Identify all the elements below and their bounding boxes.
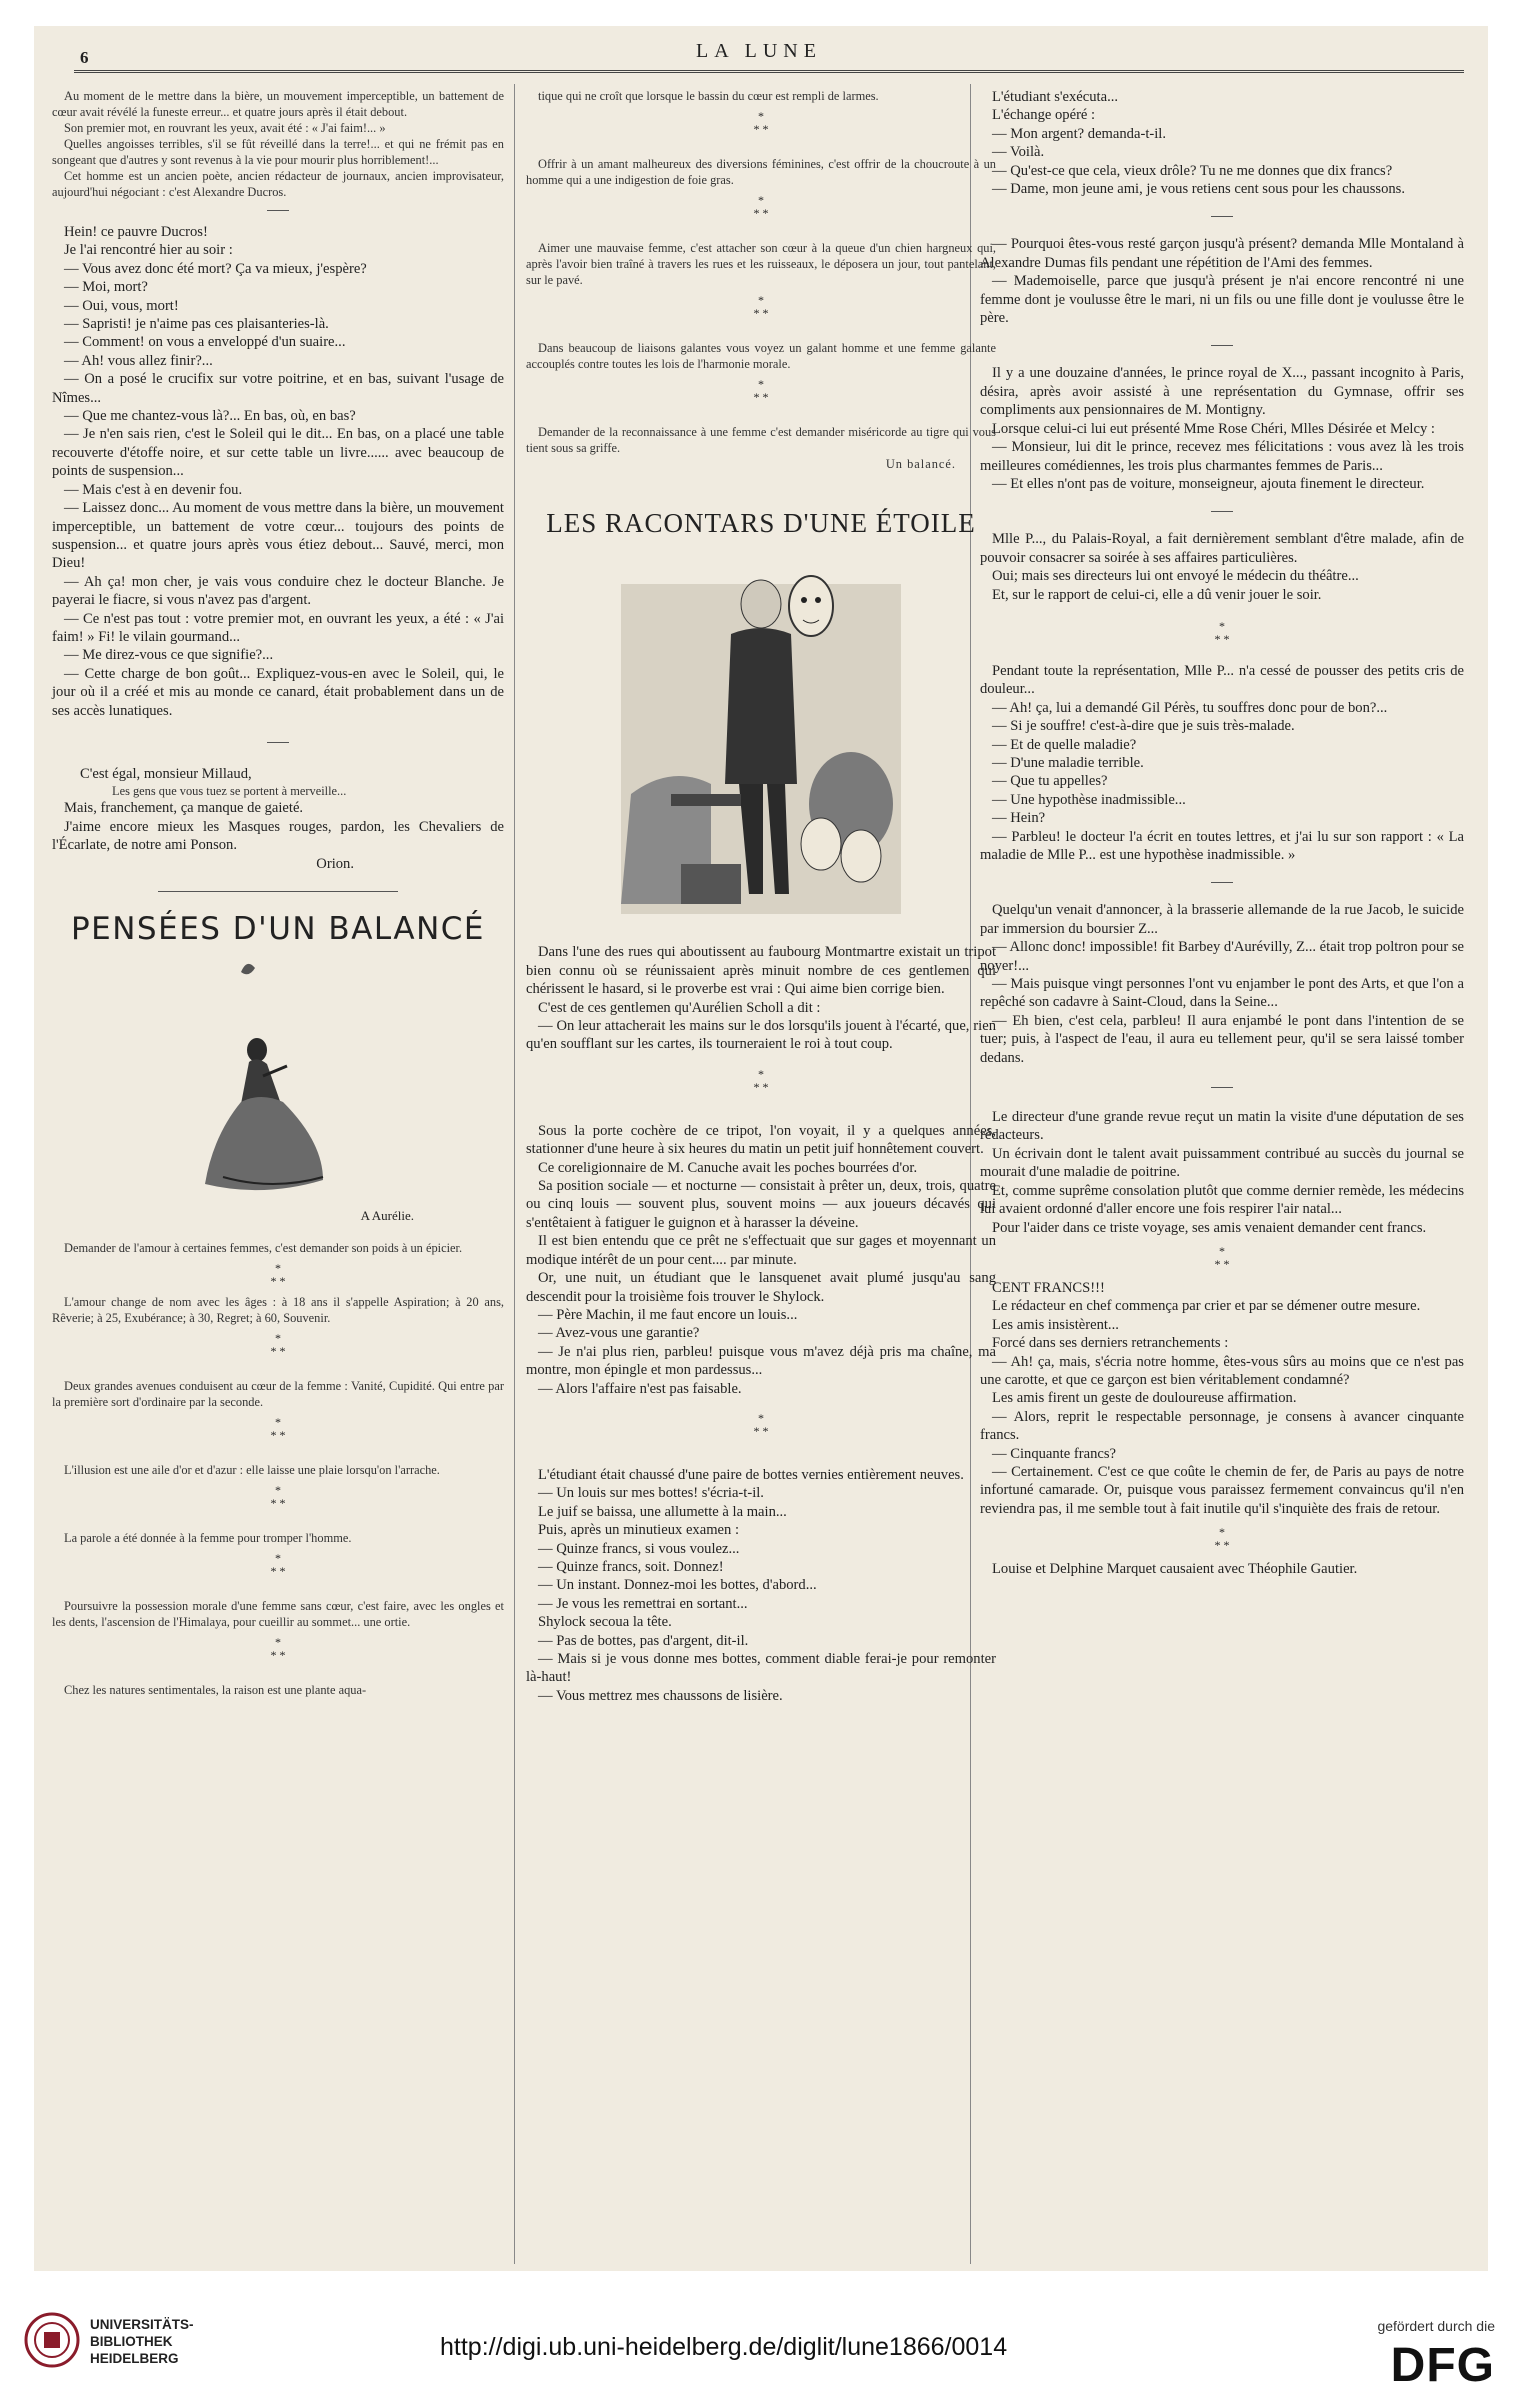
- paragraph: Les gens que vous tuez se portent à merveille...: [112, 784, 347, 799]
- signature: Orion.: [316, 855, 354, 872]
- paragraph: Cet homme est un ancien poète, ancien rédacteur de journaux, ancien improvisateur, aujourd'hui négociant : c'est Alexandre Ducros.: [52, 169, 504, 199]
- paragraph: — Parbleu! le docteur l'a écrit en toutes lettres, et j'ai lu sur son rapport : « La maladie de Mlle P... est une hypothèse inadmissible. »: [980, 828, 1464, 863]
- separator: [1211, 345, 1233, 346]
- paragraph: — D'une maladie terrible.: [992, 754, 1144, 771]
- paragraph: — Pourquoi êtes-vous resté garçon jusqu'à présent? demanda Mlle Montaland à Alexandre Dumas fils pendant une répétition de l'Ami des femmes.: [980, 236, 1464, 271]
- paragraph: Un écrivain dont le talent avait puissamment contribué au succès du journal se mourait d'une maladie de poitrine.: [980, 1145, 1464, 1181]
- thought: Dans beaucoup de liaisons galantes vous voyez un galant homme et une femme galante accouplés contre toutes les lois de l'harmonie morale.: [526, 341, 996, 371]
- asterism: * * *: [1214, 1525, 1230, 1553]
- paragraph: Le rédacteur en chef commença par crier et par se démener outre mesure.: [992, 1298, 1421, 1315]
- thought: Chez les natures sentimentales, la raison est une plante aqua-: [64, 1682, 367, 1697]
- paragraph: — Voilà.: [992, 144, 1045, 161]
- paragraph: — Mon argent? demanda-t-il.: [992, 125, 1166, 142]
- paragraph: — Je n'ai plus rien, parbleu! puisque vous m'avez déjà pris ma chaîne, ma montre, mon épingle et mon pardessus...: [526, 1343, 996, 1379]
- separator: [267, 210, 289, 211]
- dfg-logo: DFG: [1390, 2339, 1495, 2392]
- thought: Demander de l'amour à certaines femmes, c'est demander son poids à un épicier.: [64, 1240, 463, 1255]
- paragraph: Louise et Delphine Marquet causaient avec Théophile Gautier.: [992, 1561, 1358, 1578]
- paragraph: — Un louis sur mes bottes! s'écria-t-il.: [538, 1485, 764, 1502]
- paragraph: — Dame, mon jeune ami, je vous retiens cent sous pour les chaussons.: [992, 181, 1406, 198]
- separator: [1211, 1087, 1233, 1088]
- paragraph: Shylock secoua la tête.: [538, 1614, 672, 1631]
- paragraph: — Comment! on vous a enveloppé d'un suaire...: [64, 334, 346, 351]
- paragraph: — Cette charge de bon goût... Expliquez-vous-en avec le Soleil, qui, le jour où il a créé et mis au monde ce canard, était probablement dans un de ses accès lunatiques.: [52, 665, 504, 719]
- paragraph: Mais, franchement, ça manque de gaieté.: [64, 800, 304, 817]
- paragraph: — Pas de bottes, pas d'argent, dit-il.: [538, 1632, 749, 1649]
- paragraph: — Et elles n'ont pas de voiture, monseigneur, ajouta finement le directeur.: [992, 475, 1425, 492]
- viewer-footer: [0, 2290, 1521, 2399]
- paragraph: C'est égal, monsieur Millaud,: [80, 765, 252, 782]
- asterism: * * *: [1214, 1243, 1230, 1271]
- paragraph: L'échange opéré :: [992, 107, 1096, 124]
- paragraph: Mlle P..., du Palais-Royal, a fait dernièrement semblant d'être malade, afin de pouvoir consacrer sa soirée à ses affaires particulières.: [980, 531, 1464, 566]
- thought: Demander de la reconnaissance à une femme c'est demander miséricorde au tigre qui vous tient sous sa griffe.: [526, 425, 996, 455]
- thought: Poursuivre la possession morale d'une femme sans cœur, c'est faire, avec les ongles et les dents, l'ascension de l'Himalaya, pour cueillir au sommet... une ortie.: [52, 1598, 504, 1629]
- paragraph: — Ah! ça, mais, s'écria notre homme, êtes-vous sûrs au moins que ce n'est pas une carotte, et que ce garçon est bien véritablement condamné?: [980, 1353, 1464, 1388]
- section-rule: [158, 891, 398, 892]
- newspaper-page: [34, 26, 1488, 2271]
- paragraph: — Ce n'est pas tout : votre premier mot, en ouvrant les yeux, a été : « J'ai faim! » Fi! le vilain gourmand...: [52, 610, 504, 645]
- section-title: PENSÉES D'UN BALANCÉ: [70, 911, 486, 947]
- paragraph: — Avez-vous une garantie?: [538, 1325, 700, 1342]
- paragraph: — Alors l'affaire n'est pas faisable.: [538, 1380, 742, 1397]
- paragraph: Et, comme suprême consolation plutôt que comme dernier remède, les médecins lui avaient ordonné d'aller encore une fois respirer l'air natal...: [980, 1182, 1464, 1218]
- asterism: * * *: [753, 293, 769, 320]
- paragraph: Et, sur le rapport de celui-ci, elle a dû venir jouer le soir.: [992, 586, 1322, 603]
- paragraph: Au moment de le mettre dans la bière, un mouvement imperceptible, un battement de cœur avait révélé la funeste erreur... et quatre jours après il était debout.: [52, 89, 504, 119]
- paragraph: Or, une nuit, un étudiant que le lansquenet avait plumé jusqu'au sang descendit pour la troisième fois trouver le Shylock.: [526, 1270, 996, 1305]
- paragraph: Sous la porte cochère de ce tripot, l'on voyait, il y a quelques années, stationner d'une heure à six heures du matin un petit juif honnêtement couvert.: [526, 1122, 996, 1158]
- paragraph: Quelles angoisses terribles, s'il se fût réveillé dans la terre!... et qui ne frémit pas en songeant que d'autres y sont revenus à la vie pour mourir plus horriblement!...: [52, 137, 504, 167]
- paragraph: — Mademoiselle, parce que jusqu'à présent je n'ai encore rencontré ni une femme dont je voulusse être le mari, ni un fils ou une fille dont je voulusse être le père.: [980, 273, 1464, 327]
- paragraph: — Quinze francs, soit. Donnez!: [538, 1558, 724, 1575]
- paragraph: — Sapristi! je n'aime pas ces plaisanteries-là.: [64, 316, 329, 333]
- paragraph: — Je n'en sais rien, c'est le Soleil qui le dit... En bas, on a placé une table recouverte d'étoffe noire, et sur cette table un livre...... avec beaucoup de points de suspension...: [52, 426, 504, 480]
- column-2: [526, 88, 996, 1705]
- actor-with-masks-illustration: [611, 544, 911, 929]
- paragraph: — Et de quelle maladie?: [992, 736, 1137, 753]
- paragraph: Hein! ce pauvre Ducros!: [64, 224, 208, 240]
- paragraph: — Un instant. Donnez-moi les bottes, d'abord...: [538, 1577, 817, 1594]
- asterism: * * *: [270, 1634, 286, 1662]
- paragraph: Le juif se baissa, une allumette à la main...: [538, 1503, 787, 1520]
- thought: Deux grandes avenues conduisent au cœur de la femme : Vanité, Cupidité. Qui entre par la première sort d'ordinaire par la seconde.: [52, 1378, 504, 1409]
- column-1: [52, 88, 504, 1698]
- paragraph: Ce coreligionnaire de M. Canuche avait les poches bourrées d'or.: [538, 1159, 918, 1176]
- paragraph: — Alors, reprit le respectable personnage, je consens à avancer cinquante francs.: [980, 1408, 1464, 1444]
- signature: Un balancé.: [885, 457, 956, 471]
- separator: [1211, 882, 1233, 883]
- paragraph: — Mais c'est à en devenir fou.: [64, 481, 243, 498]
- asterism: * * *: [270, 1550, 286, 1578]
- thought: L'amour change de nom avec les âges : à 18 ans il s'appelle Aspiration; à 20 ans, Rêverie; à 25, Exubérance; à 30, Regret; à 60, Souvenir.: [52, 1294, 504, 1325]
- thought: Aimer une mauvaise femme, c'est attacher son cœur à la queue d'un chien hargneux qui, après l'avoir bien traîné à travers les rues et les ruisseaux, le déposera un jour, tout pantelant, sur le pavé.: [526, 241, 996, 287]
- woman-praying-illustration: [193, 952, 363, 1207]
- university-name: UNIVERSITÄTS- BIBLIOTHEK HEIDELBERG: [90, 2317, 194, 2366]
- section-title: LES RACONTARS D'UNE ÉTOILE: [546, 508, 976, 538]
- paragraph: Les amis insistèrent...: [992, 1316, 1119, 1333]
- paragraph: — Qu'est-ce que cela, vieux drôle? Tu ne me donnes que dix francs?: [992, 162, 1393, 179]
- masthead-rule: [74, 70, 1464, 73]
- paragraph: — Je vous les remettrai en sortant...: [538, 1595, 748, 1612]
- paragraph: — Moi, mort?: [64, 279, 148, 296]
- asterism: * * *: [1214, 618, 1230, 646]
- paragraph: — Hein?: [992, 810, 1046, 827]
- paragraph: L'étudiant s'exécuta...: [992, 89, 1119, 105]
- funding-note: gefördert durch die: [1377, 2318, 1495, 2334]
- paragraph: J'aime encore mieux les Masques rouges, pardon, les Chevaliers de l'Écarlate, de notre ami Ponson.: [52, 818, 504, 854]
- separator: [1211, 511, 1233, 512]
- paragraph: — Une hypothèse inadmissible...: [992, 791, 1186, 808]
- paragraph: — Mais puisque vingt personnes l'ont vu enjamber le pont des Arts, et que l'on a repêché son cadavre à Saint-Cloud, dans la Seine...: [980, 976, 1464, 1011]
- paragraph: Il y a une douzaine d'années, le prince royal de X..., passant incognito à Paris, désira, après avoir assisté à une représentation du Gymnase, offrir ses compliments aux pensionnaires de M. Montigny.: [980, 365, 1464, 419]
- paragraph: — Monsieur, lui dit le prince, recevez mes félicitations : vous avez là les trois meilleures comédiennes, les trois plus charmantes femmes de Paris...: [980, 439, 1464, 474]
- paragraph: C'est de ces gentlemen qu'Aurélien Scholl a dit :: [538, 999, 821, 1016]
- paragraph: CENT FRANCS!!!: [992, 1279, 1105, 1296]
- paragraph: — Que me chantez-vous là?... En bas, où, en bas?: [64, 408, 356, 425]
- university-seal-icon: [24, 2312, 80, 2368]
- paragraph: — Père Machin, il me faut encore un louis...: [538, 1306, 798, 1323]
- paragraph: Son premier mot, en rouvrant les yeux, avait été : « J'ai faim!... »: [64, 121, 386, 135]
- dedication: A Aurélie.: [360, 1208, 414, 1224]
- paragraph: Pour l'aider dans ce triste voyage, ses amis venaient demander cent francs.: [992, 1219, 1427, 1236]
- thought: Offrir à un amant malheureux des diversions féminines, c'est offrir de la choucroute à un homme qui a une indigestion de foie gras.: [526, 157, 996, 187]
- paragraph: Pendant toute la représentation, Mlle P... n'a cessé de pousser des petits cris de douleur...: [980, 662, 1464, 698]
- paragraph: Lorsque celui-ci lui eut présenté Mme Rose Chéri, Mlles Désirée et Melcy :: [992, 420, 1435, 437]
- paragraph: Oui; mais ses directeurs lui ont envoyé le médecin du théâtre...: [992, 568, 1359, 585]
- asterism: * * *: [270, 1414, 286, 1442]
- paragraph: — Cinquante francs?: [992, 1445, 1117, 1462]
- paragraph: — Ah! vous allez finir?...: [64, 352, 213, 369]
- page-number: 6: [80, 48, 89, 67]
- asterism: * * *: [753, 1066, 769, 1094]
- paragraph: — On leur attacherait les mains sur le dos lorsqu'ils jouent à l'écarté, que, rien qu'en soufflant sur les cartes, ils tourneraient le roi à tout coup.: [526, 1018, 996, 1053]
- paragraph: — Quinze francs, si vous voulez...: [538, 1540, 740, 1557]
- paragraph: — Me direz-vous ce que signifie?...: [64, 647, 274, 664]
- paragraph: — Eh bien, c'est cela, parbleu! Il aura enjambé le pont dans l'intention de se tuer; puis, à l'aspect de l'eau, il aura eu tellement peur, qu'il se sera laissé tomber dedans.: [980, 1012, 1464, 1066]
- paragraph: Il est bien entendu que ce prêt ne s'effectuait que sur gages et moyennant un modique intérêt de un pour cent.... par minute.: [526, 1233, 996, 1268]
- paragraph: — Que tu appelles?: [992, 773, 1108, 790]
- paragraph: — Certainement. C'est ce que coûte le chemin de fer, de Paris au pays de notre infortuné camarade. Or, puisque vous paraissez fermement convaincus qu'il n'en reviendra pas, il me semble tout à fait inutile qu'il s'inquiète des frais de retour.: [980, 1463, 1464, 1517]
- newspaper-title: LA LUNE: [696, 40, 822, 62]
- paragraph: — Vous avez donc été mort? Ça va mieux, j'espère?: [64, 260, 367, 277]
- paragraph: — Laissez donc... Au moment de vous mettre dans la bière, un mouvement imperceptible, un battement de votre cœur... toujours des points de suspension... et quatre jours après vous étiez debout... Sauvé, merci, mon Dieu!: [52, 500, 504, 572]
- separator: [267, 742, 289, 743]
- thought: L'illusion est une aile d'or et d'azur : elle laisse une plaie lorsqu'on l'arrache.: [64, 1462, 440, 1477]
- masthead: [54, 34, 1464, 74]
- paragraph: Je l'ai rencontré hier au soir :: [64, 242, 233, 259]
- asterism: * * *: [753, 377, 769, 404]
- thought: tique qui ne croît que lorsque le bassin du cœur est rempli de larmes.: [538, 89, 879, 103]
- paragraph: Quelqu'un venait d'annoncer, à la brasserie allemande de la rue Jacob, le suicide par immersion du boursier Z...: [980, 902, 1464, 937]
- document-url-link[interactable]: http://digi.ub.uni-heidelberg.de/diglit/lune1866/0014: [440, 2333, 1008, 2361]
- paragraph: Le directeur d'une grande revue reçut un matin la visite d'une députation de ses rédacteurs.: [980, 1109, 1464, 1144]
- paragraph: — Allonc donc! impossible! fit Barbey d'Aurévilly, Z... était trop poltron pour se noyer!...: [980, 939, 1464, 974]
- paragraph: — On a posé le crucifix sur votre poitrine, et en bas, suivant l'usage de Nîmes...: [52, 371, 504, 406]
- column-divider-1: [514, 84, 515, 2264]
- asterism: * * *: [270, 1330, 286, 1358]
- asterism: * * *: [270, 1260, 286, 1288]
- paragraph: — Oui, vous, mort!: [64, 297, 179, 314]
- paragraph: Dans l'une des rues qui aboutissent au faubourg Montmartre existait un tripot bien connu où se réunissaient après minuit nombre de ces gentlemen qui chérissent le hasard, si le proverbe est vrai : Qui aime bien corrige bien.: [526, 944, 996, 998]
- paragraph: Forcé dans ses derniers retranchements :: [992, 1335, 1229, 1352]
- paragraph: — Ah ça! mon cher, je vais vous conduire chez le docteur Blanche. Je payerai le fiacre, si vous n'avez pas d'argent.: [52, 573, 504, 609]
- asterism: * * *: [753, 193, 769, 220]
- asterism: * * *: [753, 1410, 769, 1438]
- paragraph: — Ah! ça, lui a demandé Gil Pérès, tu souffres donc pour de bon?...: [992, 699, 1388, 716]
- paragraph: L'étudiant était chaussé d'une paire de bottes vernies entièrement neuves.: [538, 1466, 964, 1483]
- asterism: * * *: [270, 1482, 286, 1510]
- asterism: * * *: [753, 109, 769, 136]
- separator: [1211, 216, 1233, 217]
- thought: La parole a été donnée à la femme pour tromper l'homme.: [64, 1530, 352, 1545]
- paragraph: — Vous mettrez mes chaussons de lisière.: [538, 1687, 783, 1704]
- column-3: [980, 88, 1464, 1579]
- paragraph: Puis, après un minutieux examen :: [538, 1522, 740, 1539]
- paragraph: — Mais si je vous donne mes bottes, comment diable ferai-je pour remonter là-haut!: [526, 1651, 996, 1686]
- paragraph: Sa position sociale — et nocturne — consistait à prêter un, deux, trois, quatre ou cinq louis — souvent plus, souvent moins — aux joueurs décavés qui s'entêtaient à fatiguer le guignon et à harasser la déveine.: [526, 1178, 996, 1231]
- paragraph: Les amis firent un geste de douloureuse affirmation.: [992, 1390, 1297, 1407]
- paragraph: — Si je souffre! c'est-à-dire que je suis très-malade.: [992, 718, 1295, 735]
